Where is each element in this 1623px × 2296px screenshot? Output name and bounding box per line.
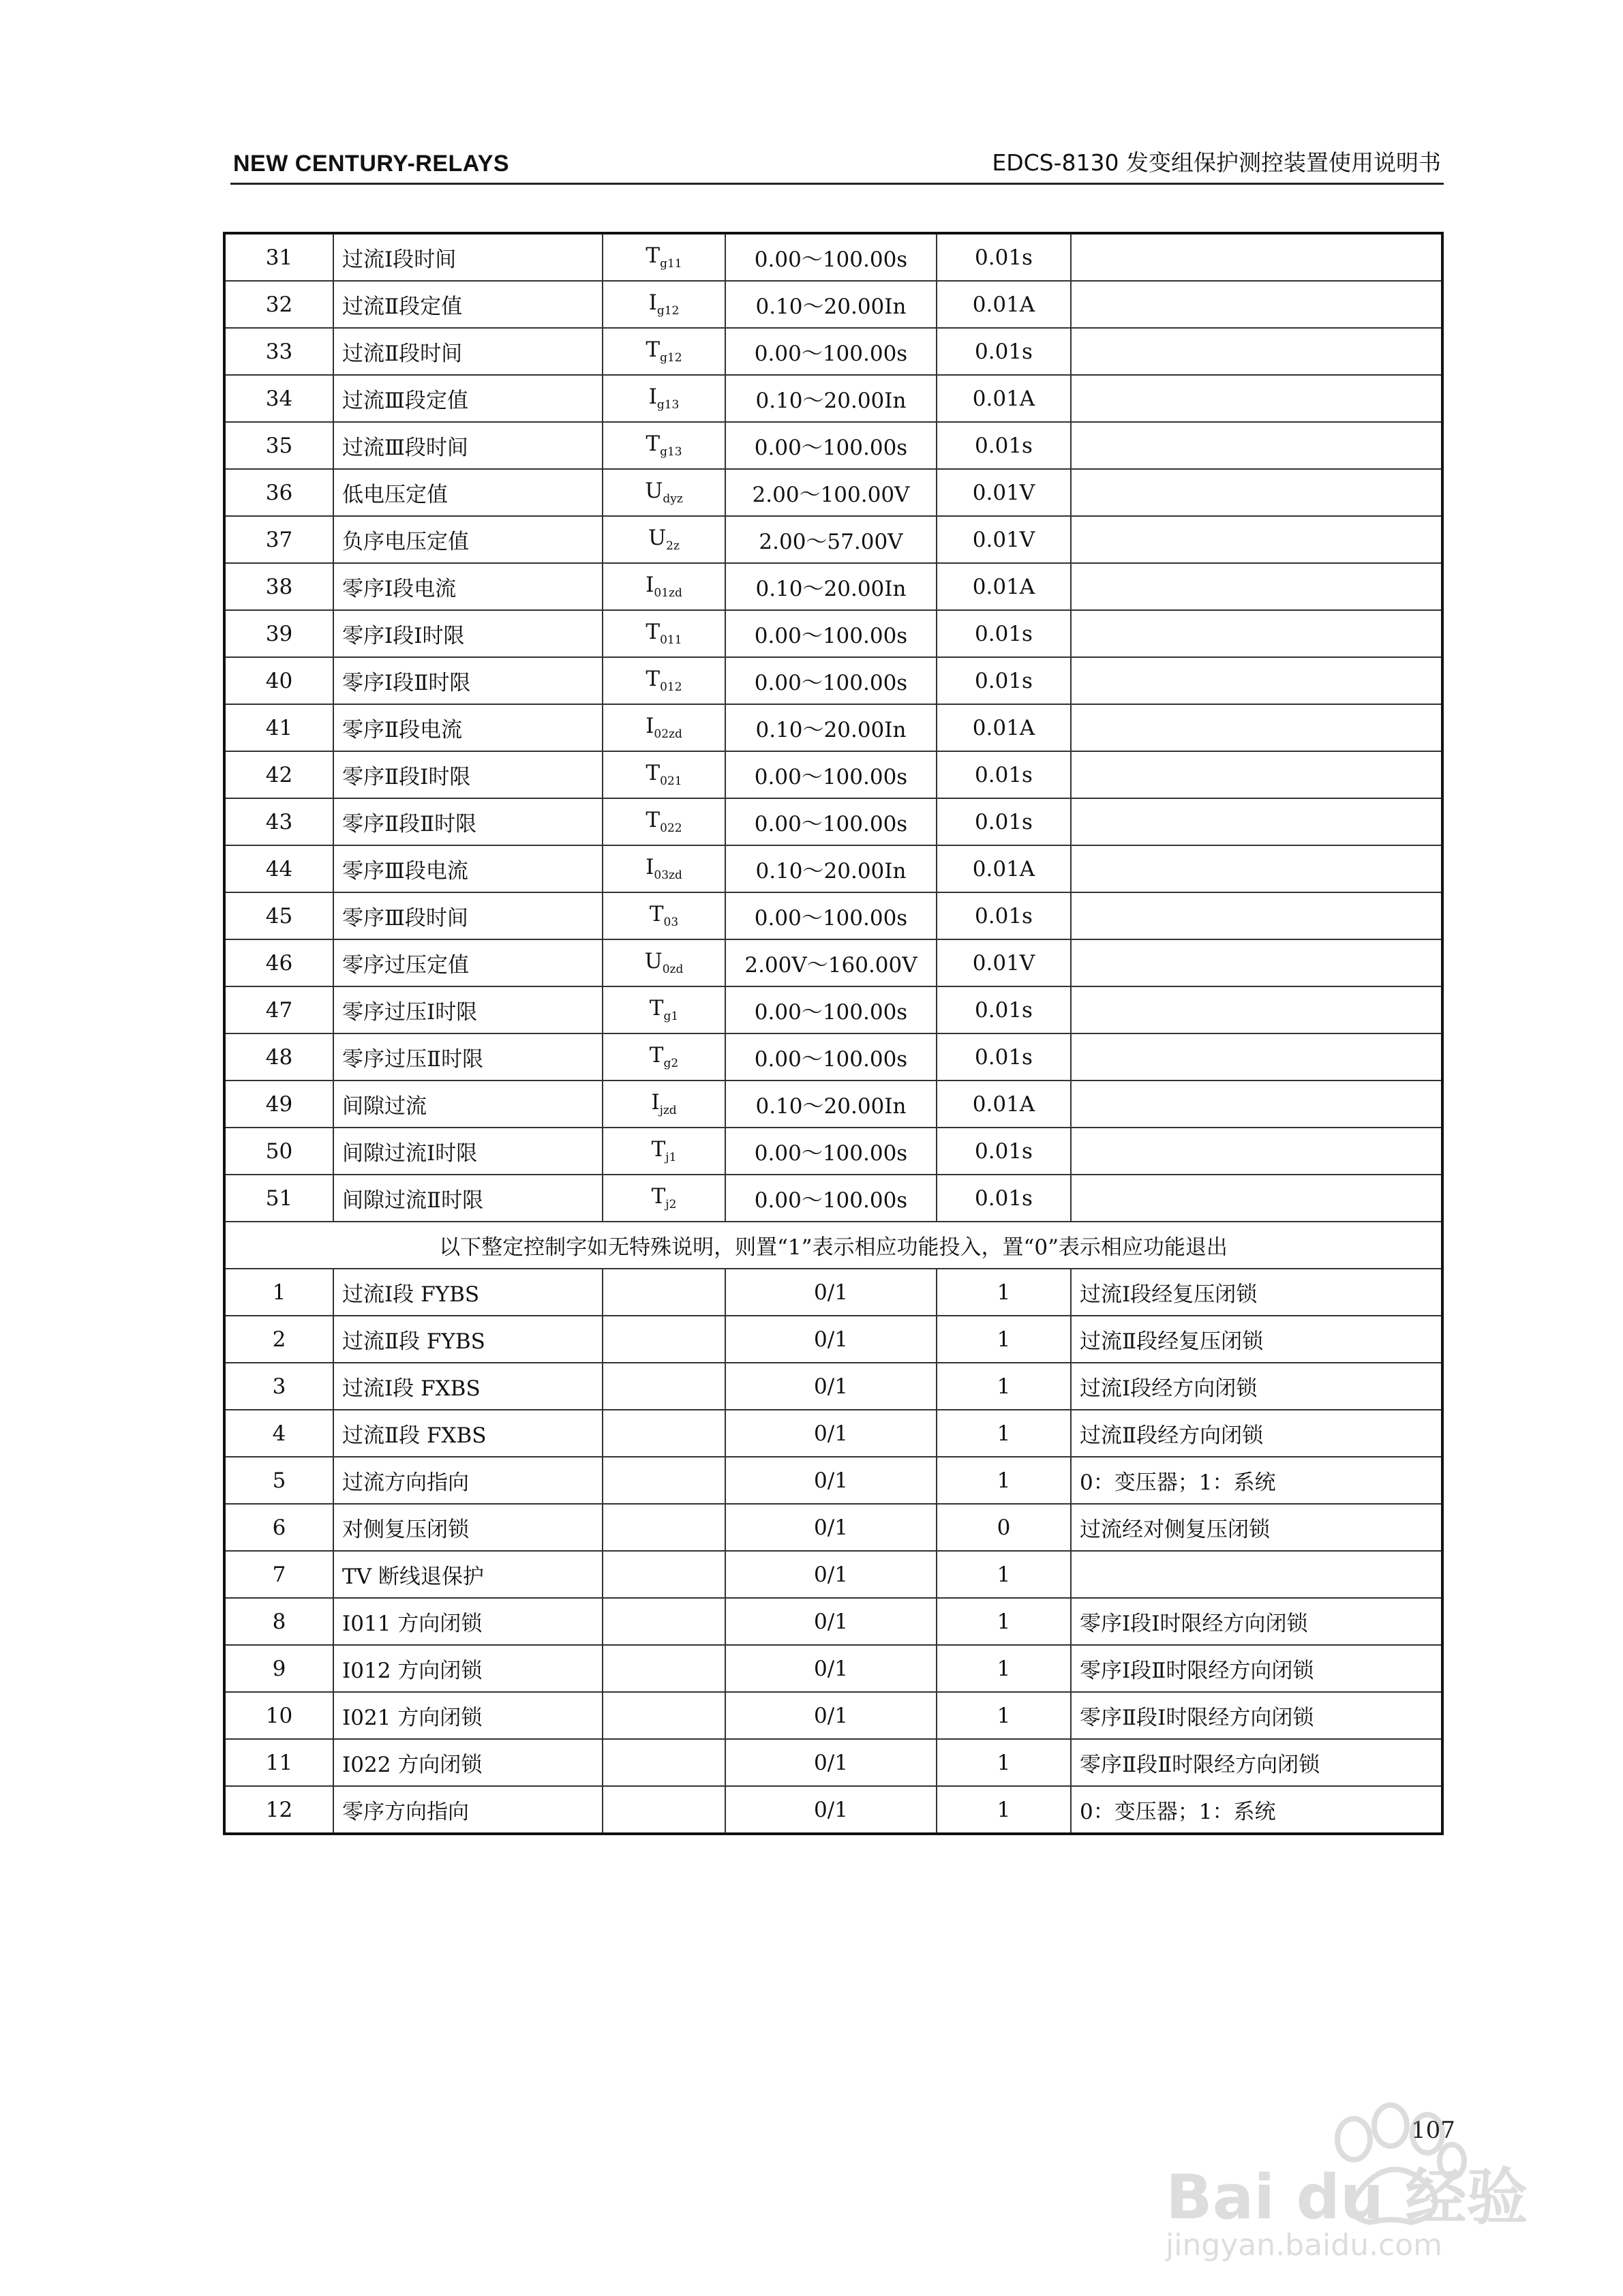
setting-step: 0.01s	[937, 328, 1071, 375]
setting-step: 0.01s	[937, 1128, 1071, 1175]
table-row	[224, 1457, 1442, 1504]
setting-step: 0.01s	[937, 1033, 1071, 1081]
setting-range: 0/1	[725, 1410, 937, 1457]
setting-symbol	[603, 1269, 725, 1316]
table-row	[224, 1739, 1442, 1786]
row-number: 43	[224, 798, 333, 845]
table-row	[224, 1175, 1442, 1222]
table-row	[224, 1269, 1442, 1316]
setting-range: 2.00～100.00V	[725, 469, 937, 516]
symbol-subscript: j2	[665, 1198, 677, 1212]
setting-range: 0/1	[725, 1269, 937, 1316]
table-row	[224, 1692, 1442, 1739]
table-row	[224, 1504, 1442, 1551]
setting-name: 过流Ⅱ段 FXBS	[333, 1410, 603, 1457]
table-row	[224, 1316, 1442, 1363]
table-row	[224, 892, 1442, 939]
row-number: 6	[224, 1504, 333, 1551]
setting-name: 过流Ⅱ段定值	[333, 281, 603, 328]
symbol-letter: T	[646, 432, 661, 457]
symbol-subscript: 03	[663, 916, 679, 930]
setting-range: 0/1	[725, 1598, 937, 1645]
setting-step: 1	[937, 1551, 1071, 1598]
setting-symbol	[603, 1363, 725, 1410]
row-number: 41	[224, 704, 333, 751]
row-number: 32	[224, 281, 333, 328]
setting-name: 零序Ⅱ段Ⅰ时限	[333, 751, 603, 798]
setting-note	[1071, 1081, 1442, 1128]
symbol-subscript: j1	[665, 1151, 677, 1165]
watermark-brand: Bai du 经验	[1166, 2162, 1528, 2233]
symbol-letter: T	[646, 243, 661, 269]
symbol-subscript: 01zd	[654, 586, 682, 601]
row-number: 40	[224, 657, 333, 704]
symbol-letter: I	[648, 290, 657, 316]
setting-name: 零序Ⅰ段Ⅰ时限	[333, 610, 603, 657]
symbol-subscript: g12	[660, 351, 682, 365]
setting-name: 间隙过流Ⅰ时限	[333, 1128, 603, 1175]
setting-note	[1071, 1128, 1442, 1175]
symbol-subscript: 011	[660, 633, 682, 648]
setting-symbol	[603, 751, 725, 798]
row-number: 34	[224, 375, 333, 422]
setting-step: 0.01s	[937, 657, 1071, 704]
setting-step: 0.01A	[937, 281, 1071, 328]
symbol-subscript: jzd	[659, 1104, 677, 1118]
symbol-subscript: 02zd	[654, 727, 682, 742]
setting-step: 1	[937, 1598, 1071, 1645]
row-number: 37	[224, 516, 333, 563]
symbol-letter: U	[645, 479, 663, 504]
setting-range: 0/1	[725, 1739, 937, 1786]
setting-symbol	[603, 1316, 725, 1363]
setting-symbol	[603, 328, 725, 375]
setting-step: 0.01V	[937, 939, 1071, 986]
setting-range: 0.00～100.00s	[725, 986, 937, 1033]
setting-range: 0/1	[725, 1786, 937, 1834]
setting-name: 过流Ⅱ段时间	[333, 328, 603, 375]
symbol-subscript: 012	[660, 680, 682, 695]
setting-symbol	[603, 1786, 725, 1834]
row-number: 33	[224, 328, 333, 375]
setting-note	[1071, 1551, 1442, 1598]
setting-note	[1071, 233, 1442, 281]
row-number: 2	[224, 1316, 333, 1363]
setting-note	[1071, 516, 1442, 563]
setting-name: 零序过压Ⅱ时限	[333, 1033, 603, 1081]
setting-step: 0.01s	[937, 892, 1071, 939]
setting-symbol	[603, 1504, 725, 1551]
row-number: 1	[224, 1269, 333, 1316]
table-row	[224, 845, 1442, 892]
setting-step: 0.01A	[937, 845, 1071, 892]
setting-step: 1	[937, 1410, 1071, 1457]
settings-table	[223, 232, 1444, 1835]
row-number: 42	[224, 751, 333, 798]
setting-name: 零序Ⅲ段电流	[333, 845, 603, 892]
setting-symbol	[603, 1410, 725, 1457]
setting-range: 0.00～100.00s	[725, 610, 937, 657]
setting-name: I022 方向闭锁	[333, 1739, 603, 1786]
table-row	[224, 751, 1442, 798]
setting-range: 0.10～20.00In	[725, 704, 937, 751]
setting-note	[1071, 1175, 1442, 1222]
setting-symbol	[603, 798, 725, 845]
setting-step: 0.01V	[937, 469, 1071, 516]
setting-note	[1071, 469, 1442, 516]
setting-range: 0.00～100.00s	[725, 892, 937, 939]
setting-step: 1	[937, 1316, 1071, 1363]
setting-name: 零序Ⅲ段时间	[333, 892, 603, 939]
setting-symbol	[603, 657, 725, 704]
row-number: 3	[224, 1363, 333, 1410]
setting-range: 0.10～20.00In	[725, 1081, 937, 1128]
setting-name: 零序Ⅱ段Ⅱ时限	[333, 798, 603, 845]
setting-step: 0.01s	[937, 1175, 1071, 1222]
setting-step: 1	[937, 1269, 1071, 1316]
setting-symbol	[603, 516, 725, 563]
page-header	[230, 145, 1444, 185]
row-number: 49	[224, 1081, 333, 1128]
setting-step: 1	[937, 1739, 1071, 1786]
setting-symbol	[603, 1081, 725, 1128]
setting-note: 过流Ⅰ段经复压闭锁	[1071, 1269, 1442, 1316]
setting-note	[1071, 563, 1442, 610]
row-number: 4	[224, 1410, 333, 1457]
setting-symbol	[603, 375, 725, 422]
setting-note: 零序Ⅱ段Ⅱ时限经方向闭锁	[1071, 1739, 1442, 1786]
setting-name: 过流Ⅱ段 FYBS	[333, 1316, 603, 1363]
setting-range: 0/1	[725, 1316, 937, 1363]
setting-step: 0	[937, 1504, 1071, 1551]
table-row	[224, 1081, 1442, 1128]
symbol-letter: I	[646, 573, 654, 598]
table-row	[224, 986, 1442, 1033]
symbol-subscript: g2	[663, 1057, 679, 1071]
table-row	[224, 233, 1442, 281]
setting-range: 0.00～100.00s	[725, 422, 937, 469]
setting-range: 0/1	[725, 1363, 937, 1410]
table-row	[224, 516, 1442, 563]
setting-note: 零序Ⅰ段Ⅰ时限经方向闭锁	[1071, 1598, 1442, 1645]
symbol-letter: U	[648, 526, 667, 551]
setting-note: 零序Ⅰ段Ⅱ时限经方向闭锁	[1071, 1645, 1442, 1692]
setting-step: 0.01A	[937, 375, 1071, 422]
row-number: 51	[224, 1175, 333, 1222]
setting-symbol	[603, 1175, 725, 1222]
setting-note: 过流Ⅱ段经方向闭锁	[1071, 1410, 1442, 1457]
setting-step: 0.01A	[937, 704, 1071, 751]
setting-step: 1	[937, 1692, 1071, 1739]
setting-range: 0.10～20.00In	[725, 281, 937, 328]
setting-range: 0/1	[725, 1457, 937, 1504]
setting-symbol	[603, 1457, 725, 1504]
row-number: 50	[224, 1128, 333, 1175]
setting-name: 过流Ⅰ段时间	[333, 233, 603, 281]
table-row	[224, 1786, 1442, 1834]
setting-note	[1071, 704, 1442, 751]
setting-note: 0：变压器；1：系统	[1071, 1786, 1442, 1834]
table-row	[224, 704, 1442, 751]
setting-range: 0/1	[725, 1692, 937, 1739]
row-number: 31	[224, 233, 333, 281]
setting-step: 0.01s	[937, 233, 1071, 281]
row-number: 47	[224, 986, 333, 1033]
row-number: 38	[224, 563, 333, 610]
table-row	[224, 1033, 1442, 1081]
setting-range: 2.00V～160.00V	[725, 939, 937, 986]
setting-step: 0.01V	[937, 516, 1071, 563]
setting-range: 0.00～100.00s	[725, 1175, 937, 1222]
setting-step: 1	[937, 1786, 1071, 1834]
symbol-letter: T	[646, 667, 661, 692]
setting-range: 0/1	[725, 1645, 937, 1692]
row-number: 7	[224, 1551, 333, 1598]
setting-symbol	[603, 1692, 725, 1739]
setting-symbol	[603, 1598, 725, 1645]
setting-step: 0.01s	[937, 610, 1071, 657]
setting-note: 过流Ⅰ段经方向闭锁	[1071, 1363, 1442, 1410]
setting-name: 零序方向指向	[333, 1786, 603, 1834]
setting-step: 0.01A	[937, 563, 1071, 610]
row-number: 9	[224, 1645, 333, 1692]
symbol-letter: T	[646, 808, 661, 833]
symbol-subscript: g13	[656, 398, 680, 412]
setting-name: I021 方向闭锁	[333, 1692, 603, 1739]
setting-name: 过流方向指向	[333, 1457, 603, 1504]
setting-note	[1071, 375, 1442, 422]
symbol-letter: T	[646, 620, 661, 645]
setting-name: 间隙过流Ⅱ时限	[333, 1175, 603, 1222]
setting-step: 0.01A	[937, 1081, 1071, 1128]
setting-symbol	[603, 939, 725, 986]
setting-note	[1071, 1033, 1442, 1081]
symbol-letter: T	[649, 902, 664, 927]
setting-note	[1071, 328, 1442, 375]
setting-range: 0.10～20.00In	[725, 375, 937, 422]
setting-symbol	[603, 469, 725, 516]
setting-note	[1071, 281, 1442, 328]
setting-range: 2.00～57.00V	[725, 516, 937, 563]
table-row	[224, 657, 1442, 704]
setting-name: I011 方向闭锁	[333, 1598, 603, 1645]
table-row	[224, 422, 1442, 469]
watermark	[1152, 2059, 1561, 2263]
setting-name: 负序电压定值	[333, 516, 603, 563]
table-row	[224, 328, 1442, 375]
setting-range: 0/1	[725, 1504, 937, 1551]
setting-note	[1071, 845, 1442, 892]
row-number: 36	[224, 469, 333, 516]
document-title: EDCS-8130 发变组保护测控装置使用说明书	[992, 149, 1441, 176]
row-number: 39	[224, 610, 333, 657]
table-row	[224, 281, 1442, 328]
row-number: 8	[224, 1598, 333, 1645]
setting-range: 0.10～20.00In	[725, 845, 937, 892]
symbol-letter: I	[646, 714, 654, 739]
setting-step: 0.01s	[937, 751, 1071, 798]
table-row	[224, 610, 1442, 657]
setting-symbol	[603, 986, 725, 1033]
setting-range: 0.00～100.00s	[725, 1128, 937, 1175]
setting-note	[1071, 939, 1442, 986]
paw-logo-icon	[1152, 2059, 1561, 2263]
symbol-letter: I	[646, 855, 654, 880]
setting-step: 0.01s	[937, 422, 1071, 469]
setting-note: 过流经对侧复压闭锁	[1071, 1504, 1442, 1551]
table-row	[224, 798, 1442, 845]
setting-name: 过流Ⅰ段 FXBS	[333, 1363, 603, 1410]
table-row	[224, 1410, 1442, 1457]
setting-symbol	[603, 1033, 725, 1081]
symbol-subscript: dyz	[663, 492, 683, 507]
row-number: 10	[224, 1692, 333, 1739]
setting-symbol	[603, 563, 725, 610]
setting-name: TV 断线退保护	[333, 1551, 603, 1598]
setting-note: 零序Ⅱ段Ⅰ时限经方向闭锁	[1071, 1692, 1442, 1739]
symbol-subscript: g11	[660, 257, 682, 271]
setting-symbol	[603, 704, 725, 751]
setting-step: 0.01s	[937, 798, 1071, 845]
table-row	[224, 1598, 1442, 1645]
symbol-letter: T	[646, 337, 661, 363]
row-number: 46	[224, 939, 333, 986]
symbol-subscript: 2z	[666, 539, 680, 554]
setting-range: 0.00～100.00s	[725, 751, 937, 798]
row-number: 5	[224, 1457, 333, 1504]
setting-note	[1071, 892, 1442, 939]
setting-name: 零序Ⅰ段电流	[333, 563, 603, 610]
symbol-subscript: 022	[660, 821, 682, 836]
setting-note	[1071, 751, 1442, 798]
setting-step: 1	[937, 1363, 1071, 1410]
symbol-subscript: g12	[656, 304, 680, 318]
setting-range: 0.00～100.00s	[725, 1033, 937, 1081]
symbol-letter: I	[648, 384, 657, 410]
settings-table-body	[224, 233, 1442, 1834]
setting-name: 过流Ⅲ段定值	[333, 375, 603, 422]
symbol-subscript: g1	[663, 1010, 679, 1024]
symbol-letter: I	[651, 1090, 660, 1115]
table-row	[224, 563, 1442, 610]
setting-symbol	[603, 281, 725, 328]
row-number: 35	[224, 422, 333, 469]
setting-note: 0：变压器；1：系统	[1071, 1457, 1442, 1504]
setting-name: 零序Ⅰ段Ⅱ时限	[333, 657, 603, 704]
setting-range: 0.00～100.00s	[725, 657, 937, 704]
row-number: 12	[224, 1786, 333, 1834]
setting-range: 0.10～20.00In	[725, 563, 937, 610]
table-row	[224, 469, 1442, 516]
symbol-letter: T	[649, 996, 664, 1021]
page-number: 107	[1411, 2117, 1455, 2144]
setting-name: 过流Ⅲ段时间	[333, 422, 603, 469]
row-number: 11	[224, 1739, 333, 1786]
symbol-letter: T	[649, 1043, 664, 1068]
setting-symbol	[603, 1645, 725, 1692]
symbol-letter: T	[651, 1137, 666, 1162]
row-number: 44	[224, 845, 333, 892]
setting-name: 零序Ⅱ段电流	[333, 704, 603, 751]
setting-step: 0.01s	[937, 986, 1071, 1033]
setting-note	[1071, 610, 1442, 657]
symbol-letter: T	[646, 761, 661, 786]
setting-note	[1071, 798, 1442, 845]
company-name: NEW CENTURY-RELAYS	[233, 151, 510, 177]
setting-step: 1	[937, 1457, 1071, 1504]
symbol-subscript: g13	[660, 445, 682, 459]
setting-range: 0.00～100.00s	[725, 328, 937, 375]
setting-symbol	[603, 845, 725, 892]
setting-symbol	[603, 422, 725, 469]
setting-range: 0.00～100.00s	[725, 233, 937, 281]
setting-symbol	[603, 1128, 725, 1175]
table-row	[224, 1222, 1442, 1269]
setting-symbol	[603, 610, 725, 657]
setting-symbol	[603, 1739, 725, 1786]
setting-name: 过流Ⅰ段 FYBS	[333, 1269, 603, 1316]
setting-note: 过流Ⅱ段经复压闭锁	[1071, 1316, 1442, 1363]
setting-name: 低电压定值	[333, 469, 603, 516]
table-row	[224, 939, 1442, 986]
setting-name: I012 方向闭锁	[333, 1645, 603, 1692]
setting-symbol	[603, 892, 725, 939]
symbol-subscript: 03zd	[654, 868, 682, 883]
row-number: 45	[224, 892, 333, 939]
symbol-letter: T	[651, 1184, 666, 1209]
symbol-subscript: 0zd	[662, 963, 684, 977]
setting-range: 0.00～100.00s	[725, 798, 937, 845]
setting-note	[1071, 657, 1442, 704]
setting-note	[1071, 422, 1442, 469]
symbol-subscript: 021	[660, 774, 682, 789]
watermark-url: jingyan.baidu.com	[1166, 2228, 1443, 2263]
control-word-notice: 以下整定控制字如无特殊说明，则置“1”表示相应功能投入，置“0”表示相应功能退出	[224, 1222, 1442, 1269]
setting-name: 零序过压定值	[333, 939, 603, 986]
table-row	[224, 1551, 1442, 1598]
table-row	[224, 1645, 1442, 1692]
row-number: 48	[224, 1033, 333, 1081]
setting-note	[1071, 986, 1442, 1033]
setting-symbol	[603, 233, 725, 281]
table-row	[224, 1128, 1442, 1175]
symbol-letter: U	[644, 949, 663, 974]
setting-symbol	[603, 1551, 725, 1598]
table-row	[224, 375, 1442, 422]
setting-range: 0/1	[725, 1551, 937, 1598]
table-row	[224, 1363, 1442, 1410]
setting-step: 1	[937, 1645, 1071, 1692]
setting-name: 间隙过流	[333, 1081, 603, 1128]
setting-name: 对侧复压闭锁	[333, 1504, 603, 1551]
setting-name: 零序过压Ⅰ时限	[333, 986, 603, 1033]
